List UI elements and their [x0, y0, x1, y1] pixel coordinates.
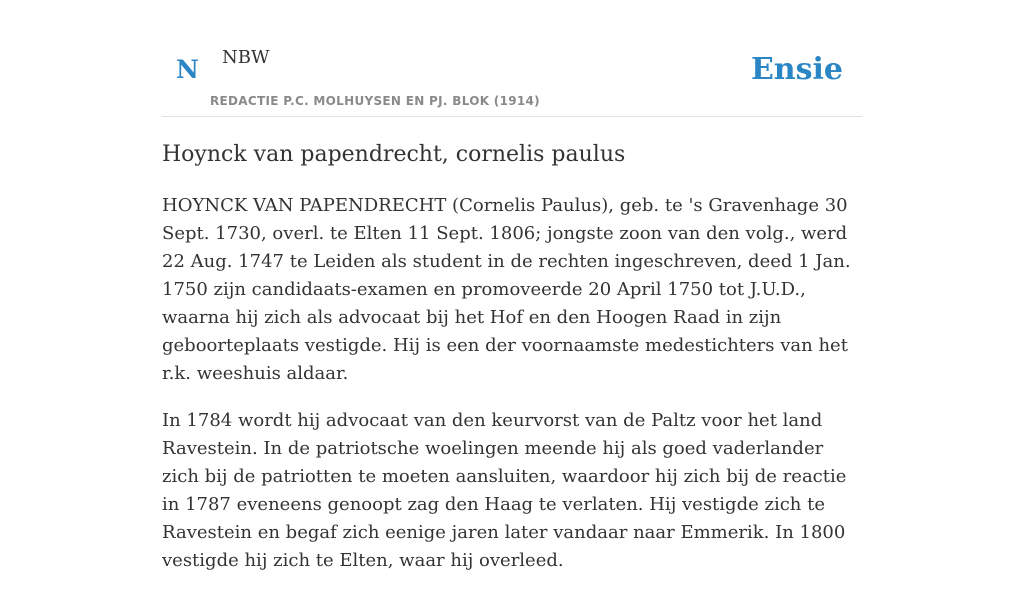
article-title: Hoynck van papendrecht, cornelis paulus	[162, 142, 626, 167]
brand-logo[interactable]: Ensie	[750, 52, 843, 87]
article-body	[162, 192, 862, 594]
source-subtitle: REDACTIE P.C. MOLHUYSEN EN PJ. BLOK (1914)	[210, 94, 540, 108]
source-header	[162, 0, 862, 117]
article-paragraph: HOYNCK VAN PAPENDRECHT (Cornelis Paulus), geb. te 's Gravenhage 30 Sept. 1730, overl. te Elten 11 Sept. 1806; jongste zoon van den volg., werd 22 Aug. 1747 te Leiden als student in de rechten ingeschreven, deed 1 Jan. 1750 zijn candidaats-examen en promoveerde 20 April 1750 tot J.U.D., waarna hij zich als advocaat bij het Hof en den Hoogen Raad in zijn geboorteplaats vestigde. Hij is een der voornaamste medestichters van het r.k. weeshuis aldaar.	[162, 195, 851, 384]
article-paragraph: In 1784 wordt hij advocaat van den keurvorst van de Paltz voor het land Ravestein. In de patriotsche woelingen meende hij als goed vaderlander zich bij de patriotten te moeten aansluiten, waardoor hij zich bij de reactie in 1787 eveneens genoopt zag den Haag te verlaten. Hij vestigde zich te Ravestein en begaf zich eenige jaren later vandaar naar Emmerik. In 1800 vestigde hij zich te Elten, waar hij overleed.	[162, 410, 847, 571]
source-logo: N	[176, 55, 199, 84]
source-title[interactable]: NBW	[222, 47, 270, 68]
